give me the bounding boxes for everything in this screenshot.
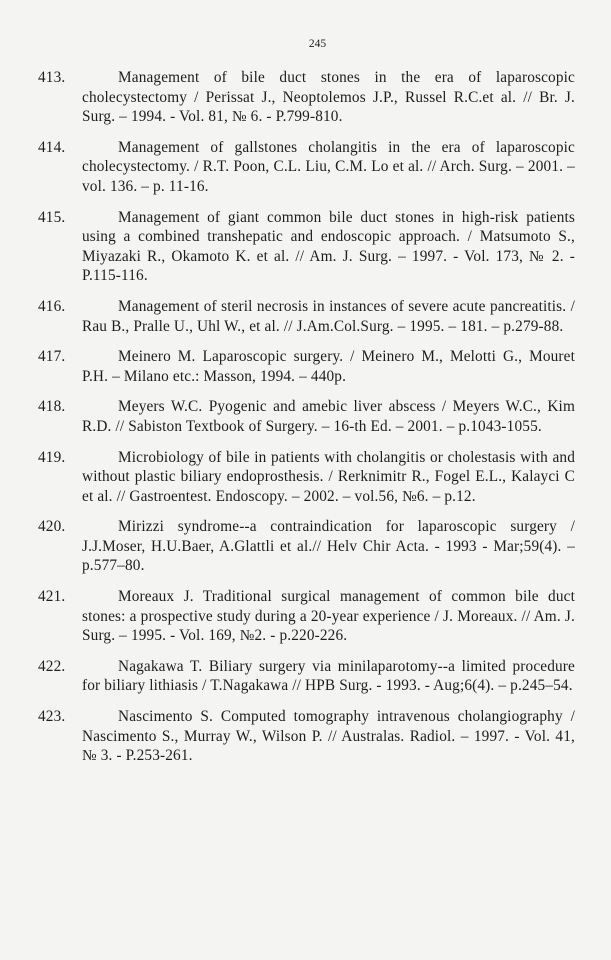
reference-number: 422. — [38, 657, 66, 675]
reference-item — [38, 297, 575, 336]
reference-text: Nagakawa T. Biliary surgery via minilaparotomy--a limited procedure for biliary lithiasis / T.Nagakawa // HPB Surg. - 1993. - Aug;6(4). – p.245–54. — [82, 657, 575, 695]
reference-number: 421. — [38, 588, 66, 606]
reference-number: 419. — [38, 448, 66, 466]
reference-item — [38, 347, 575, 386]
reference-number: 420. — [38, 518, 66, 536]
reference-text: Management of bile duct stones in the era of laparoscopic cholecystectomy / Perissat J., Neoptolemos J.P., Russel R.C.et al. // Br. J. Surg. – 1994. - Vol. 81, № 6. - P.799-810. — [82, 69, 575, 126]
reference-text: Meinero M. Laparoscopic surgery. / Meinero M., Melotti G., Mouret P.H. – Milano etc.: Masson, 1994. – 440p. — [82, 348, 575, 385]
reference-number: 423. — [38, 708, 66, 726]
reference-list — [38, 68, 575, 766]
reference-text: Moreaux J. Traditional surgical management of common bile duct stones: a prospective study during a 20-year experience / J. Moreaux. // Am. J. Surg. – 1995. - Vol. 169, №2. - p.220-226. — [82, 588, 575, 645]
page-number: 245 — [308, 38, 327, 50]
reference-number: 417. — [38, 348, 66, 366]
reference-text: Microbiology of bile in patients with cholangitis or cholestasis with and without plastic biliary endoprosthesis. / Rerknimitr R., Fogel E.L., Kalayci C et al. // Gastroentest. Endoscopy. – 2002. – vol.56, №6. – p.12. — [82, 448, 575, 505]
reference-number: 415. — [38, 208, 66, 226]
reference-item — [38, 707, 575, 766]
reference-text: Management of steril necrosis in instances of severe acute pancreatitis. / Rau B., Pralle U., Uhl W., et al. // J.Am.Col.Surg. – 1995. – 181. – p.279-88. — [82, 297, 575, 335]
reference-text: Management of giant common bile duct stones in high-risk patients using a combined transhepatic and endoscopic approach. / Matsumoto S., Miyazaki R., Okamoto K. et al. // Am. J. Surg. – 1997. - Vol. 173, № 2. - P.115-116. — [82, 208, 575, 285]
reference-item — [38, 517, 575, 576]
reference-number: 418. — [38, 398, 66, 416]
reference-item — [38, 448, 575, 507]
reference-text: Nascimento S. Computed tomography intravenous cholangiography / Nascimento S., Murray W., Wilson P. // Australas. Radiol. – 1997. - Vol. 41, № 3. - P.253-261. — [82, 708, 575, 765]
reference-number: 416. — [38, 297, 66, 315]
reference-item — [38, 68, 575, 127]
reference-item — [38, 397, 575, 436]
reference-item — [38, 208, 575, 286]
reference-text: Management of gallstones cholangitis in the era of laparoscopic cholecystectomy. / R.T. Poon, C.L. Liu, C.M. Lo et al. // Arch. Surg. – 2001. – vol. 136. – p. 11-16. — [82, 138, 575, 195]
reference-item — [38, 138, 575, 197]
reference-text: Meyers W.C. Pyogenic and amebic liver abscess / Meyers W.C., Kim R.D. // Sabiston Textbook of Surgery. – 16-th Ed. – 2001. – p.1043-1055. — [82, 398, 575, 435]
reference-number: 414. — [38, 138, 66, 156]
reference-item — [38, 657, 575, 696]
reference-item — [38, 587, 575, 646]
reference-number: 413. — [38, 69, 66, 86]
reference-text: Mirizzi syndrome--a contraindication for laparoscopic surgery / J.J.Moser, H.U.Baer, A.Glattli et al.// Helv Chir Acta. - 1993 - Mar;59(4). – p.577–80. — [82, 518, 575, 575]
